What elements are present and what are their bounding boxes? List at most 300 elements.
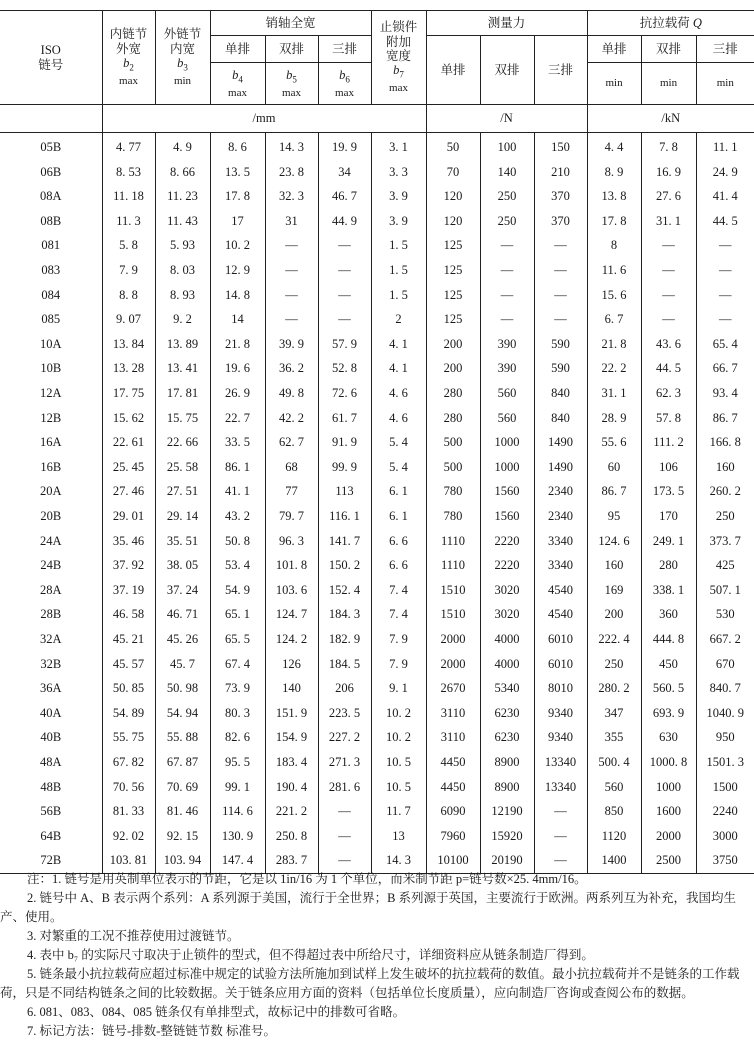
table-cell: 249. 1: [641, 529, 696, 554]
table-cell: 250: [480, 184, 534, 209]
table-cell: 82. 6: [210, 725, 265, 750]
table-row: [0, 627, 754, 652]
table-cell: 103. 6: [265, 578, 318, 603]
table-cell: 150. 2: [318, 553, 371, 578]
table-cell: 92. 15: [155, 824, 210, 849]
table-cell: 6090: [426, 799, 480, 824]
table-cell: 8. 03: [155, 258, 210, 283]
table-cell: 250. 8: [265, 824, 318, 849]
table-cell: 116. 1: [318, 504, 371, 529]
chain-number-cell: 085: [41, 312, 61, 327]
table-cell: —: [265, 258, 318, 283]
table-cell: —: [534, 233, 587, 258]
table-cell: —: [534, 283, 587, 308]
header-tensile-single: 单排: [587, 36, 641, 63]
table-cell: 37. 92: [102, 553, 155, 578]
table-cell: 57. 8: [641, 406, 696, 431]
table-row: [0, 233, 754, 258]
table-row: [0, 479, 754, 504]
table-cell: 13340: [534, 774, 587, 799]
table-row: [0, 676, 754, 701]
table-cell: 7. 9: [371, 651, 426, 676]
header-measure-force: 测量力: [426, 11, 587, 36]
table-cell: 23. 8: [265, 160, 318, 185]
table-cell: 271. 3: [318, 750, 371, 775]
table-cell: —: [534, 824, 587, 849]
chain-number-cell: 10B: [40, 361, 62, 376]
table-cell: 17. 81: [155, 381, 210, 406]
table-cell: 91. 9: [318, 430, 371, 455]
table-cell: —: [318, 283, 371, 308]
table-cell: 37. 24: [155, 578, 210, 603]
table-cell: 32. 3: [265, 184, 318, 209]
chain-number-cell: 32B: [40, 656, 62, 671]
table-cell: —: [641, 258, 696, 283]
table-row: [0, 209, 754, 234]
table-cell: 50: [426, 133, 480, 160]
table-cell: 840. 7: [696, 676, 754, 701]
table-cell: 500: [426, 455, 480, 480]
table-cell: 1110: [426, 529, 480, 554]
table-cell: 140: [265, 676, 318, 701]
table-cell: 5. 93: [155, 233, 210, 258]
table-row: [0, 356, 754, 381]
table-cell: 2240: [696, 799, 754, 824]
table-cell: 1000: [480, 455, 534, 480]
table-cell: 200: [426, 356, 480, 381]
table-cell: 11. 1: [696, 133, 754, 160]
table-cell: 10. 2: [371, 725, 426, 750]
table-cell: 8. 66: [155, 160, 210, 185]
table-cell: 1040. 9: [696, 701, 754, 726]
table-cell: 8. 9: [587, 160, 641, 185]
table-cell: —: [534, 799, 587, 824]
table-cell: —: [696, 307, 754, 332]
table-cell: 141. 7: [318, 529, 371, 554]
table-cell: 221. 2: [265, 799, 318, 824]
header-pin-width: 销轴全宽: [210, 11, 371, 36]
table-cell: 390: [480, 332, 534, 357]
table-cell: 15. 6: [587, 283, 641, 308]
table-cell: 14. 3: [371, 848, 426, 873]
table-cell: 160: [696, 455, 754, 480]
chain-number-cell: 40A: [39, 705, 62, 720]
table-cell: 20190: [480, 848, 534, 873]
table-cell: 66. 7: [696, 356, 754, 381]
table-cell: 25. 58: [155, 455, 210, 480]
table-cell: 10. 5: [371, 750, 426, 775]
table-cell: 4540: [534, 578, 587, 603]
table-cell: 106: [641, 455, 696, 480]
table-cell: 2: [371, 307, 426, 332]
table-cell: —: [480, 307, 534, 332]
note-item: 6. 081、083、084、085 链条仅有单排型式，故标记中的排数可省略。: [27, 1005, 406, 1019]
table-cell: 6. 1: [371, 504, 426, 529]
table-cell: 36. 2: [265, 356, 318, 381]
table-cell: —: [318, 848, 371, 873]
table-cell: 4540: [534, 602, 587, 627]
table-cell: 95. 5: [210, 750, 265, 775]
table-cell: 370: [534, 209, 587, 234]
table-cell: 95: [587, 504, 641, 529]
table-cell: 21. 8: [587, 332, 641, 357]
table-cell: 3. 1: [371, 133, 426, 160]
table-cell: 140: [480, 160, 534, 185]
table-cell: 8. 6: [210, 133, 265, 160]
table-cell: —: [641, 307, 696, 332]
header-lock-width: 止锁件 附加 宽度 $b_7$ max: [371, 11, 426, 105]
table-row: [0, 184, 754, 209]
table-cell: 14: [210, 307, 265, 332]
table-cell: 65. 5: [210, 627, 265, 652]
table-cell: 54. 89: [102, 701, 155, 726]
table-cell: 4. 1: [371, 356, 426, 381]
table-cell: 693. 9: [641, 701, 696, 726]
table-cell: —: [641, 283, 696, 308]
table-cell: 223. 5: [318, 701, 371, 726]
table-cell: 560: [480, 381, 534, 406]
table-row: [0, 824, 754, 849]
table-row: [0, 750, 754, 775]
table-cell: 25. 45: [102, 455, 155, 480]
table-cell: 500. 4: [587, 750, 641, 775]
table-cell: 27. 51: [155, 479, 210, 504]
header-b5: $b_5$ max: [265, 63, 318, 105]
table-cell: 15. 62: [102, 406, 155, 431]
chain-number-cell: 48B: [40, 779, 62, 794]
table-cell: 101. 8: [265, 553, 318, 578]
table-cell: 19. 6: [210, 356, 265, 381]
table-cell: 10. 2: [371, 701, 426, 726]
table-cell: 22. 61: [102, 430, 155, 455]
table-cell: 3. 3: [371, 160, 426, 185]
header-tensile-double-min: min: [641, 63, 696, 105]
header-iso-chain-no: [0, 11, 102, 105]
table-row: [0, 307, 754, 332]
chain-number-cell: 72B: [40, 853, 62, 868]
table-cell: 13. 84: [102, 332, 155, 357]
table-cell: 80. 3: [210, 701, 265, 726]
table-cell: 13. 41: [155, 356, 210, 381]
header-tensile-triple-min: min: [696, 63, 754, 105]
table-cell: 150: [534, 133, 587, 160]
table-cell: 114. 6: [210, 799, 265, 824]
header-pin-double: 双排: [265, 36, 318, 63]
table-cell: 6010: [534, 627, 587, 652]
table-cell: 13. 8: [587, 184, 641, 209]
table-cell: 1110: [426, 553, 480, 578]
table-cell: 67. 4: [210, 651, 265, 676]
table-cell: 29. 14: [155, 504, 210, 529]
table-cell: 780: [426, 504, 480, 529]
table-cell: 950: [696, 725, 754, 750]
header-tensile-single-min: min: [587, 63, 641, 105]
table-cell: 1501. 3: [696, 750, 754, 775]
table-cell: 126: [265, 651, 318, 676]
chain-number-cell: 24B: [40, 558, 62, 573]
table-cell: 338. 1: [641, 578, 696, 603]
table-cell: 111. 2: [641, 430, 696, 455]
table-cell: —: [696, 233, 754, 258]
table-cell: 43. 6: [641, 332, 696, 357]
table-row: [0, 602, 754, 627]
table-cell: 92. 02: [102, 824, 155, 849]
unit-kn: /kN: [587, 105, 754, 133]
table-row: [0, 725, 754, 750]
table-cell: 151. 9: [265, 701, 318, 726]
table-cell: 16. 9: [641, 160, 696, 185]
chain-number-cell: 081: [41, 238, 61, 253]
table-cell: 184. 3: [318, 602, 371, 627]
chain-number-cell: 083: [41, 263, 61, 278]
table-cell: 50. 98: [155, 676, 210, 701]
table-cell: 35. 46: [102, 529, 155, 554]
table-cell: 250: [480, 209, 534, 234]
table-cell: —: [265, 307, 318, 332]
table-cell: 667. 2: [696, 627, 754, 652]
table-cell: 93. 4: [696, 381, 754, 406]
table-cell: 425: [696, 553, 754, 578]
table-cell: 86. 7: [587, 479, 641, 504]
table-row: [0, 774, 754, 799]
table-cell: 33. 5: [210, 430, 265, 455]
table-cell: 560: [480, 406, 534, 431]
table-cell: 120: [426, 209, 480, 234]
header-force-double: 双排: [480, 36, 534, 105]
table-cell: 44. 5: [641, 356, 696, 381]
table-cell: 500: [426, 430, 480, 455]
table-row: [0, 529, 754, 554]
table-row: [0, 381, 754, 406]
table-cell: 1000. 8: [641, 750, 696, 775]
table-cell: 62. 3: [641, 381, 696, 406]
table-row: [0, 160, 754, 185]
chain-number-cell: 12B: [40, 410, 62, 425]
table-cell: 370: [534, 184, 587, 209]
chain-number-cell: 40B: [40, 730, 62, 745]
note-item: 5. 链条最小抗拉载荷应超过标准中规定的试验方法所施加到试样上发生破坏的抗拉载荷的数值。最小抗拉载荷并不是链条的工作载荷，只是不同结构链条之间的比较数据。关于链条应用方面的资料（包括单位长度质量），应向制造厂咨询或查阅公布的数据。: [0, 967, 740, 1000]
table-cell: 60: [587, 455, 641, 480]
table-cell: 68: [265, 455, 318, 480]
table-cell: 11. 18: [102, 184, 155, 209]
table-body: [0, 133, 754, 874]
table-cell: 1510: [426, 602, 480, 627]
table-cell: 100: [480, 133, 534, 160]
table-cell: 26. 9: [210, 381, 265, 406]
table-row: [0, 651, 754, 676]
chain-number-cell: 24A: [39, 533, 62, 548]
table-cell: 70. 56: [102, 774, 155, 799]
header-force-triple: 三排: [534, 36, 587, 105]
table-cell: —: [641, 233, 696, 258]
table-cell: 450: [641, 651, 696, 676]
table-cell: 1510: [426, 578, 480, 603]
table-cell: 86. 1: [210, 455, 265, 480]
header-tensile-double: 双排: [641, 36, 696, 63]
table-cell: 2000: [426, 627, 480, 652]
table-cell: 9. 07: [102, 307, 155, 332]
table-cell: 42. 2: [265, 406, 318, 431]
unit-n: /N: [426, 105, 587, 133]
table-cell: 2220: [480, 553, 534, 578]
table-cell: 49. 8: [265, 381, 318, 406]
table-cell: 840: [534, 381, 587, 406]
table-cell: 260. 2: [696, 479, 754, 504]
header-outer-link-width: 外链节 内宽 $b_3$ min: [155, 11, 210, 105]
table-cell: 250: [587, 651, 641, 676]
table-cell: 9340: [534, 725, 587, 750]
table-cell: 190. 4: [265, 774, 318, 799]
table-cell: 3340: [534, 553, 587, 578]
table-cell: 65. 4: [696, 332, 754, 357]
table-cell: 7. 4: [371, 602, 426, 627]
table-cell: 3020: [480, 602, 534, 627]
table-cell: 850: [587, 799, 641, 824]
table-cell: 6. 1: [371, 479, 426, 504]
table-cell: 590: [534, 332, 587, 357]
table-cell: 14. 3: [265, 133, 318, 160]
table-cell: 70. 69: [155, 774, 210, 799]
table-cell: 13. 28: [102, 356, 155, 381]
table-row: [0, 406, 754, 431]
table-cell: 670: [696, 651, 754, 676]
table-row: [0, 332, 754, 357]
table-cell: 3340: [534, 529, 587, 554]
table-cell: 19. 9: [318, 133, 371, 160]
table-cell: 8. 93: [155, 283, 210, 308]
table-cell: —: [480, 233, 534, 258]
table-cell: 9. 2: [155, 307, 210, 332]
table-cell: 44. 9: [318, 209, 371, 234]
table-cell: 50. 85: [102, 676, 155, 701]
table-cell: 184. 5: [318, 651, 371, 676]
note-item: 7. 标记方法：链号-排数-整链链节数 标准号。: [27, 1024, 276, 1038]
table-cell: 5340: [480, 676, 534, 701]
header-tensile-load: 抗拉载荷 Q: [587, 11, 754, 36]
chain-number-cell: 08A: [39, 189, 62, 204]
table-cell: 200: [426, 332, 480, 357]
table-header: [0, 11, 754, 133]
table-cell: 65. 1: [210, 602, 265, 627]
table-cell: 8900: [480, 750, 534, 775]
table-cell: 3. 9: [371, 209, 426, 234]
table-row: [0, 799, 754, 824]
table-cell: 2340: [534, 504, 587, 529]
header-inner-link-width: 内链节 外宽 $b_2$ max: [102, 11, 155, 105]
table-cell: 41. 4: [696, 184, 754, 209]
chain-number-cell: 06B: [40, 164, 62, 179]
table-cell: 4. 6: [371, 406, 426, 431]
table-cell: 169: [587, 578, 641, 603]
table-cell: 14. 8: [210, 283, 265, 308]
table-cell: 81. 46: [155, 799, 210, 824]
table-row: [0, 258, 754, 283]
table-cell: 8. 8: [102, 283, 155, 308]
table-cell: 13: [371, 824, 426, 849]
header-chain-no: 链号: [38, 57, 64, 72]
table-cell: 2000: [641, 824, 696, 849]
table-cell: 8010: [534, 676, 587, 701]
table-cell: 1560: [480, 479, 534, 504]
table-row: [0, 553, 754, 578]
table-cell: 15920: [480, 824, 534, 849]
table-cell: —: [318, 258, 371, 283]
table-cell: 7960: [426, 824, 480, 849]
table-cell: 52. 8: [318, 356, 371, 381]
table-cell: 1400: [587, 848, 641, 873]
table-cell: 21. 8: [210, 332, 265, 357]
table-cell: 12190: [480, 799, 534, 824]
table-cell: 99. 9: [318, 455, 371, 480]
header-pin-triple: 三排: [318, 36, 371, 63]
table-cell: 67. 82: [102, 750, 155, 775]
table-cell: 444. 8: [641, 627, 696, 652]
table-cell: 22. 66: [155, 430, 210, 455]
table-cell: —: [318, 799, 371, 824]
table-cell: 44. 5: [696, 209, 754, 234]
table-cell: 7. 9: [371, 627, 426, 652]
table-row: [0, 701, 754, 726]
chain-number-cell: 16A: [39, 435, 62, 450]
table-cell: 560: [587, 774, 641, 799]
table-cell: 37. 19: [102, 578, 155, 603]
table-cell: 62. 7: [265, 430, 318, 455]
table-cell: 280. 2: [587, 676, 641, 701]
table-cell: 281. 6: [318, 774, 371, 799]
note-item: 3. 对繁重的工况不推荐使用过渡链节。: [27, 929, 240, 943]
table-cell: 53. 4: [210, 553, 265, 578]
table-cell: 55. 6: [587, 430, 641, 455]
table-cell: 152. 4: [318, 578, 371, 603]
table-cell: 11. 6: [587, 258, 641, 283]
table-cell: 182. 9: [318, 627, 371, 652]
table-row: [0, 430, 754, 455]
table-cell: 17. 8: [210, 184, 265, 209]
chain-number-cell: 084: [41, 287, 61, 302]
table-cell: 1. 5: [371, 283, 426, 308]
table-cell: 6. 6: [371, 553, 426, 578]
table-cell: 4. 6: [371, 381, 426, 406]
table-cell: 3110: [426, 725, 480, 750]
table-cell: 61. 7: [318, 406, 371, 431]
table-cell: 5. 4: [371, 430, 426, 455]
table-cell: —: [696, 258, 754, 283]
table-cell: 79. 7: [265, 504, 318, 529]
table-cell: —: [534, 307, 587, 332]
table-cell: 45. 7: [155, 651, 210, 676]
note-item: 注：1. 链号是用英制单位表示的节距，它是以 1in/16 为 1 个单位，而米制节距 p=链号数×25. 4mm/16。: [27, 872, 587, 886]
table-cell: 2500: [641, 848, 696, 873]
table-cell: 11. 3: [102, 209, 155, 234]
table-cell: 1000: [480, 430, 534, 455]
chain-number-cell: 64B: [40, 828, 62, 843]
table-cell: 183. 4: [265, 750, 318, 775]
table-cell: 3020: [480, 578, 534, 603]
chain-dimensions-table: [0, 10, 754, 874]
table-cell: 3. 9: [371, 184, 426, 209]
table-cell: 147. 4: [210, 848, 265, 873]
table-cell: 840: [534, 406, 587, 431]
table-cell: 2340: [534, 479, 587, 504]
table-cell: 31. 1: [587, 381, 641, 406]
chain-number-cell: 32A: [39, 631, 62, 646]
table-row: [0, 283, 754, 308]
table-cell: 200: [587, 602, 641, 627]
table-cell: 11. 23: [155, 184, 210, 209]
table-cell: 630: [641, 725, 696, 750]
chain-number-cell: 12A: [39, 386, 62, 401]
table-cell: 1500: [696, 774, 754, 799]
